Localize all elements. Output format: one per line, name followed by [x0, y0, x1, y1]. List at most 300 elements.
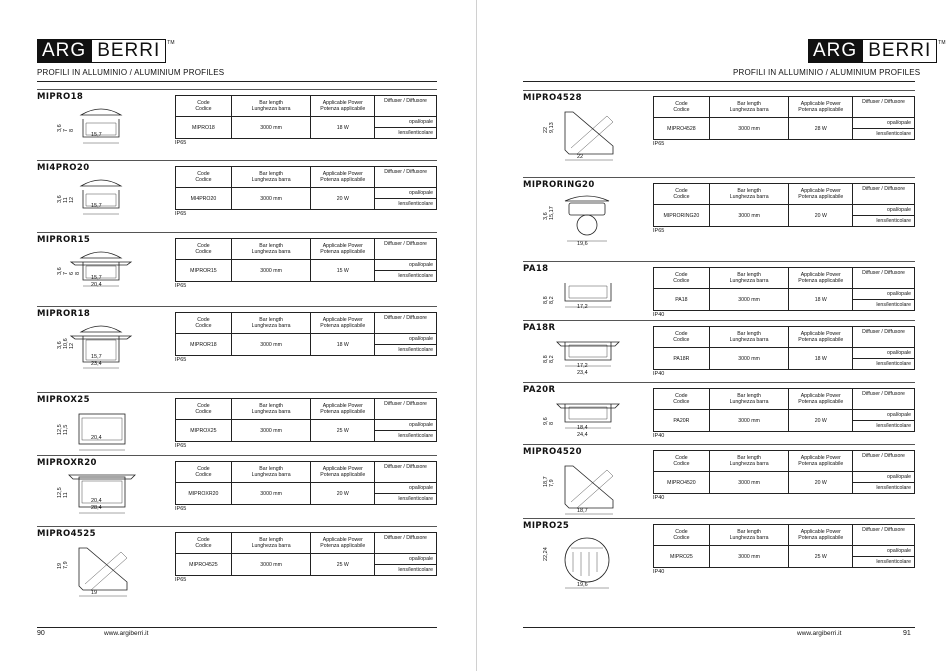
code-cell: MIPROR15: [176, 260, 232, 282]
dimension-label: 20,4: [91, 498, 102, 504]
header-text: Bar length: [259, 466, 283, 472]
header-text: Potenza applicabile: [798, 399, 844, 405]
dimension-label: 22,24: [543, 547, 549, 561]
profile-drawing: [41, 318, 161, 382]
header-text: Diffuser / Diffusore: [862, 186, 905, 192]
header-text: Lunghezza barra: [251, 409, 291, 415]
header-text: Potenza applicabile: [320, 472, 366, 478]
spec-data-row: [654, 118, 915, 129]
header-text: Code: [675, 331, 688, 337]
spec-table: [175, 461, 437, 505]
spec-header-row: [176, 167, 437, 188]
header-power: [311, 462, 375, 483]
logo-part1: ARG: [37, 39, 91, 63]
dimension-label: 10,6: [63, 338, 69, 349]
ip-rating: IP40: [653, 569, 665, 575]
spec-data-row: [176, 117, 437, 128]
length-cell: 3000 mm: [709, 546, 789, 568]
header-text: Codice: [673, 278, 690, 284]
diffuser-opal-cell: opal/opale: [853, 205, 915, 216]
header-power: [311, 313, 375, 334]
power-cell: 28 W: [789, 118, 853, 140]
section-rule: [37, 392, 437, 393]
header-text: Codice: [195, 472, 212, 478]
profile-section-mipro18: [37, 92, 437, 162]
spec-table: [653, 326, 915, 370]
header-text: Applicable Power: [322, 100, 363, 106]
spec-header-row: [654, 327, 915, 348]
header-code: [176, 462, 232, 483]
spec-data-row: [176, 554, 437, 565]
section-rule: [37, 306, 437, 307]
dimension-label: 11: [63, 492, 69, 498]
dimension-label: 12: [69, 342, 75, 349]
header-code: [654, 389, 710, 410]
profile-title: MIPRO25: [523, 521, 570, 531]
header-text: Potenza applicabile: [798, 337, 844, 343]
header-diffuser: [853, 268, 915, 289]
profile-section: [69, 475, 135, 513]
header-length: [231, 533, 311, 554]
header-diffuser: [853, 525, 915, 546]
dimension-label: 9,13: [549, 122, 555, 133]
code-cell: MIPRORING20: [654, 205, 710, 227]
spec-header-row: [654, 389, 915, 410]
dimension-label: 7: [63, 271, 69, 275]
header-text: Codice: [673, 399, 690, 405]
dimension-label: 9,6: [543, 417, 549, 425]
section-rule: [523, 444, 915, 445]
diffuser-lens-cell: lens/lenticolare: [375, 199, 437, 210]
header-text: Code: [675, 101, 688, 107]
footer-rule: [37, 627, 437, 628]
dimension-label: 3,6: [57, 195, 63, 203]
header-text: Potenza applicabile: [798, 107, 844, 113]
header-text: Code: [197, 403, 210, 409]
dimension-label: 7: [63, 128, 69, 132]
ip-rating: IP40: [653, 371, 665, 377]
spec-data-row: [176, 260, 437, 271]
ip-rating: IP65: [175, 577, 187, 583]
header-text: Diffuser / Diffusore: [862, 453, 905, 459]
dimension-label: 11: [63, 197, 69, 203]
diffuser-lens-cell: lens/lenticolare: [375, 128, 437, 139]
section-rule: [37, 89, 437, 90]
spec-header-row: [654, 451, 915, 472]
profile-section: [565, 538, 609, 588]
power-cell: 25 W: [311, 420, 375, 442]
code-cell: PA18R: [654, 348, 710, 370]
header-code: [176, 399, 232, 420]
spec-data-row: [654, 546, 915, 557]
header-text: Bar length: [259, 403, 283, 409]
header-code: [654, 525, 710, 546]
spec-table: [175, 398, 437, 442]
section-rule: [37, 232, 437, 233]
spec-data-row: [654, 348, 915, 359]
dimension-label: 19: [91, 590, 98, 596]
dimension-label: 15,7: [91, 203, 102, 209]
dimension-label: 8: [75, 271, 81, 275]
diffuser-lens-cell: lens/lenticolare: [375, 431, 437, 442]
header-text: Diffuser / Diffusore: [384, 535, 427, 541]
header-diffuser: [375, 239, 437, 260]
header-text: Bar length: [737, 455, 761, 461]
website-link[interactable]: www.argiberri.it: [104, 630, 149, 637]
header-text: Codice: [195, 323, 212, 329]
header-text: Diffuser / Diffusore: [384, 169, 427, 175]
footer-rule: [523, 627, 915, 628]
header-text: Codice: [673, 337, 690, 343]
section-rule: [37, 160, 437, 161]
dimension-label: 15,7: [91, 354, 102, 360]
ip-rating: IP65: [175, 443, 187, 449]
header-text: Codice: [195, 249, 212, 255]
header-text: Lunghezza barra: [729, 107, 769, 113]
diffuser-opal-cell: opal/opale: [853, 410, 915, 421]
header-power: [789, 268, 853, 289]
diffuser-opal-cell: opal/opale: [375, 188, 437, 199]
header-text: Diffuser / Diffusore: [384, 98, 427, 104]
length-cell: 3000 mm: [231, 554, 311, 576]
spec-data-row: [176, 334, 437, 345]
diffuser-lens-cell: lens/lenticolare: [853, 483, 915, 494]
header-text: Potenza applicabile: [320, 177, 366, 183]
logo-tm: TM: [938, 40, 946, 46]
header-length: [709, 184, 789, 205]
power-cell: 25 W: [789, 546, 853, 568]
header-text: Potenza applicabile: [798, 194, 844, 200]
profile-title: MIPROR18: [37, 309, 91, 319]
dimension-label: 6: [69, 271, 75, 275]
header-text: Lunghezza barra: [729, 278, 769, 284]
header-text: Diffuser / Diffusore: [384, 315, 427, 321]
header-diffuser: [375, 96, 437, 117]
profile-section-mipror15: [37, 235, 437, 305]
power-cell: 15 W: [311, 260, 375, 282]
profile-section-mi4pro20: [37, 163, 437, 233]
spec-header-row: [654, 97, 915, 118]
spec-table: [653, 450, 915, 494]
power-cell: 18 W: [789, 289, 853, 311]
header-text: Codice: [673, 535, 690, 541]
header-text: Code: [675, 455, 688, 461]
dimension-label: 7,9: [63, 561, 69, 569]
section-rule: [37, 526, 437, 527]
header-text: Potenza applicabile: [320, 543, 366, 549]
header-diffuser: [375, 533, 437, 554]
header-text: Bar length: [737, 272, 761, 278]
profile-title: PA18: [523, 264, 549, 274]
header-diffuser: [375, 399, 437, 420]
spec-header-row: [176, 96, 437, 117]
section-rule: [523, 90, 915, 91]
length-cell: 3000 mm: [709, 472, 789, 494]
header-text: Diffuser / Diffusore: [384, 241, 427, 247]
section-rule: [523, 518, 915, 519]
header-length: [231, 399, 311, 420]
spec-data-row: [654, 410, 915, 421]
code-cell: MIPROX25: [176, 420, 232, 442]
dimension-label: 8: [549, 421, 555, 425]
diffuser-opal-cell: opal/opale: [375, 554, 437, 565]
spec-header-row: [176, 533, 437, 554]
header-text: Code: [197, 100, 210, 106]
spec-data-row: [654, 205, 915, 216]
header-text: Lunghezza barra: [251, 249, 291, 255]
header-text: Codice: [195, 106, 212, 112]
header-diffuser: [375, 462, 437, 483]
header-text: Applicable Power: [322, 243, 363, 249]
length-cell: 3000 mm: [231, 420, 311, 442]
header-text: Potenza applicabile: [798, 461, 844, 467]
dimension-label: 12,5: [57, 424, 63, 435]
ip-rating: IP65: [175, 140, 187, 146]
header-text: Applicable Power: [800, 101, 841, 107]
ip-rating: IP40: [653, 433, 665, 439]
dimension-label: 8,2: [549, 355, 555, 363]
header-power: [789, 327, 853, 348]
header-length: [231, 167, 311, 188]
spec-table: [653, 267, 915, 311]
dimension-label: 17,2: [577, 363, 588, 369]
profile-title: MIPRO4520: [523, 447, 582, 457]
dimension-label: 19,6: [577, 582, 588, 588]
profile-section-mipror18: [37, 309, 437, 379]
header-text: Potenza applicabile: [798, 278, 844, 284]
profile-section-mipro4520: [523, 447, 915, 517]
diffuser-opal-cell: opal/opale: [853, 472, 915, 483]
header-power: [789, 525, 853, 546]
code-cell: MIPROR18: [176, 334, 232, 356]
header-code: [654, 97, 710, 118]
header-text: Lunghezza barra: [251, 543, 291, 549]
header-text: Diffuser / Diffusore: [862, 391, 905, 397]
profile-section: [565, 466, 613, 514]
spec-header-row: [176, 239, 437, 260]
profile-title: MIPROX25: [37, 395, 90, 405]
header-text: Applicable Power: [322, 317, 363, 323]
dimension-label: 8,8: [543, 355, 549, 363]
diffuser-lens-cell: lens/lenticolare: [375, 271, 437, 282]
diffuser-opal-cell: opal/opale: [375, 334, 437, 345]
header-diffuser: [375, 167, 437, 188]
header-text: Diffuser / Diffusore: [862, 99, 905, 105]
power-cell: 18 W: [311, 117, 375, 139]
dimension-label: 24,4: [577, 432, 588, 438]
spec-table: [175, 532, 437, 576]
header-text: Applicable Power: [800, 455, 841, 461]
spec-header-row: [176, 313, 437, 334]
diffuser-lens-cell: lens/lenticolare: [375, 565, 437, 576]
header-length: [709, 525, 789, 546]
dimension-label: 12: [69, 196, 75, 203]
ip-rating: IP65: [175, 211, 187, 217]
header-text: Potenza applicabile: [320, 249, 366, 255]
header-text: Code: [197, 537, 210, 543]
dimension-label: 15,17: [549, 206, 555, 220]
spec-table: [175, 95, 437, 139]
power-cell: 20 W: [789, 472, 853, 494]
spec-data-row: [654, 289, 915, 300]
profile-section: [565, 283, 611, 307]
header-power: [311, 533, 375, 554]
profile-drawing: [527, 102, 647, 166]
ip-rating: IP65: [175, 283, 187, 289]
header-diffuser: [853, 327, 915, 348]
website-link[interactable]: www.argiberri.it: [797, 630, 842, 637]
header-text: Applicable Power: [322, 466, 363, 472]
section-rule: [523, 382, 915, 383]
header-text: Code: [197, 317, 210, 323]
code-cell: PA20R: [654, 410, 710, 432]
header-text: Bar length: [259, 100, 283, 106]
header-code: [654, 451, 710, 472]
header-power: [789, 389, 853, 410]
diffuser-lens-cell: lens/lenticolare: [853, 129, 915, 140]
header-text: Applicable Power: [800, 393, 841, 399]
profile-drawing: [41, 538, 161, 602]
length-cell: 3000 mm: [231, 260, 311, 282]
diffuser-opal-cell: opal/opale: [375, 420, 437, 431]
dimension-label: 18,7: [543, 476, 549, 487]
dimension-label: 20,4: [91, 282, 102, 288]
profile-title: MI4PRO20: [37, 163, 90, 173]
length-cell: 3000 mm: [231, 188, 311, 210]
dimension-label: 8,8: [543, 296, 549, 304]
length-cell: 3000 mm: [709, 118, 789, 140]
header-diffuser: [853, 389, 915, 410]
profile-section: [557, 342, 619, 366]
section-rule: [523, 320, 915, 321]
dimension-label: 3,6: [57, 124, 63, 132]
header-length: [231, 313, 311, 334]
header-diffuser: [853, 97, 915, 118]
spec-header-row: [654, 268, 915, 289]
header-length: [231, 96, 311, 117]
header-code: [176, 313, 232, 334]
section-rule: [37, 455, 437, 456]
header-code: [654, 184, 710, 205]
diffuser-opal-cell: opal/opale: [375, 260, 437, 271]
power-cell: 20 W: [311, 483, 375, 505]
dimension-label: 15,7: [91, 132, 102, 138]
header-text: Lunghezza barra: [251, 106, 291, 112]
header-text: Diffuser / Diffusore: [384, 464, 427, 470]
header-text: Code: [675, 529, 688, 535]
code-cell: MIPRO4525: [176, 554, 232, 576]
dimension-label: 23,4: [91, 361, 102, 367]
dimension-label: 19: [57, 562, 63, 569]
header-text: Codice: [673, 194, 690, 200]
header-text: Lunghezza barra: [729, 461, 769, 467]
header-code: [176, 96, 232, 117]
header-code: [176, 167, 232, 188]
spec-header-row: [176, 462, 437, 483]
brand-logo: [37, 39, 175, 63]
header-text: Lunghezza barra: [729, 399, 769, 405]
code-cell: PA18: [654, 289, 710, 311]
length-cell: 3000 mm: [709, 289, 789, 311]
header-text: Lunghezza barra: [729, 337, 769, 343]
profile-title: MIPROR15: [37, 235, 91, 245]
header-text: Potenza applicabile: [320, 323, 366, 329]
profile-title: MIPRO4525: [37, 529, 96, 539]
header-subtitle: PROFILI IN ALLUMINIO / ALUMINIUM PROFILES: [733, 68, 921, 77]
page-number: 91: [903, 630, 911, 637]
header-text: Applicable Power: [800, 188, 841, 194]
header-text: Code: [675, 393, 688, 399]
profile-section-miproxr20: [37, 458, 437, 528]
header-length: [709, 268, 789, 289]
header-text: Bar length: [259, 243, 283, 249]
header-text: Applicable Power: [800, 331, 841, 337]
ip-rating: IP65: [175, 506, 187, 512]
dimension-label: 8,2: [549, 296, 555, 304]
header-text: Codice: [673, 107, 690, 113]
logo-part1: ARG: [808, 39, 862, 63]
header-power: [789, 97, 853, 118]
header-length: [709, 327, 789, 348]
header-text: Codice: [195, 543, 212, 549]
code-cell: MIPROXR20: [176, 483, 232, 505]
diffuser-lens-cell: lens/lenticolare: [375, 345, 437, 356]
header-rule: [523, 81, 915, 82]
header-text: Codice: [673, 461, 690, 467]
header-length: [709, 451, 789, 472]
dimension-label: 12,5: [57, 487, 63, 498]
dimension-label: 15,7: [91, 275, 102, 281]
header-length: [231, 462, 311, 483]
header-text: Lunghezza barra: [251, 472, 291, 478]
dimension-label: 3,6: [57, 267, 63, 275]
code-cell: MIPRO18: [176, 117, 232, 139]
spec-header-row: [654, 525, 915, 546]
brand-logo: [808, 39, 946, 63]
ip-rating: IP40: [653, 312, 665, 318]
code-cell: MIPRO25: [654, 546, 710, 568]
header-text: Bar length: [737, 529, 761, 535]
length-cell: 3000 mm: [231, 483, 311, 505]
length-cell: 3000 mm: [231, 117, 311, 139]
ip-rating: IP65: [175, 357, 187, 363]
header-text: Applicable Power: [800, 529, 841, 535]
dimension-label: 22: [577, 154, 584, 160]
section-rule: [523, 177, 915, 178]
header-text: Bar length: [259, 537, 283, 543]
dimension-label: 18,4: [577, 425, 588, 431]
code-cell: MIPRO4528: [654, 118, 710, 140]
code-cell: MI4PRO20: [176, 188, 232, 210]
profile-section: [79, 414, 125, 450]
profile-section: [79, 548, 127, 596]
header-text: Bar length: [259, 317, 283, 323]
header-text: Code: [197, 466, 210, 472]
diffuser-lens-cell: lens/lenticolare: [853, 421, 915, 432]
header-power: [311, 399, 375, 420]
spec-header-row: [176, 399, 437, 420]
power-cell: 20 W: [789, 205, 853, 227]
header-code: [654, 268, 710, 289]
header-diffuser: [853, 451, 915, 472]
header-text: Diffuser / Diffusore: [384, 401, 427, 407]
code-cell: MIPRO4520: [654, 472, 710, 494]
header-length: [231, 239, 311, 260]
spec-table: [653, 388, 915, 432]
length-cell: 3000 mm: [709, 410, 789, 432]
spec-table: [653, 524, 915, 568]
dimension-label: 3,6: [57, 341, 63, 349]
